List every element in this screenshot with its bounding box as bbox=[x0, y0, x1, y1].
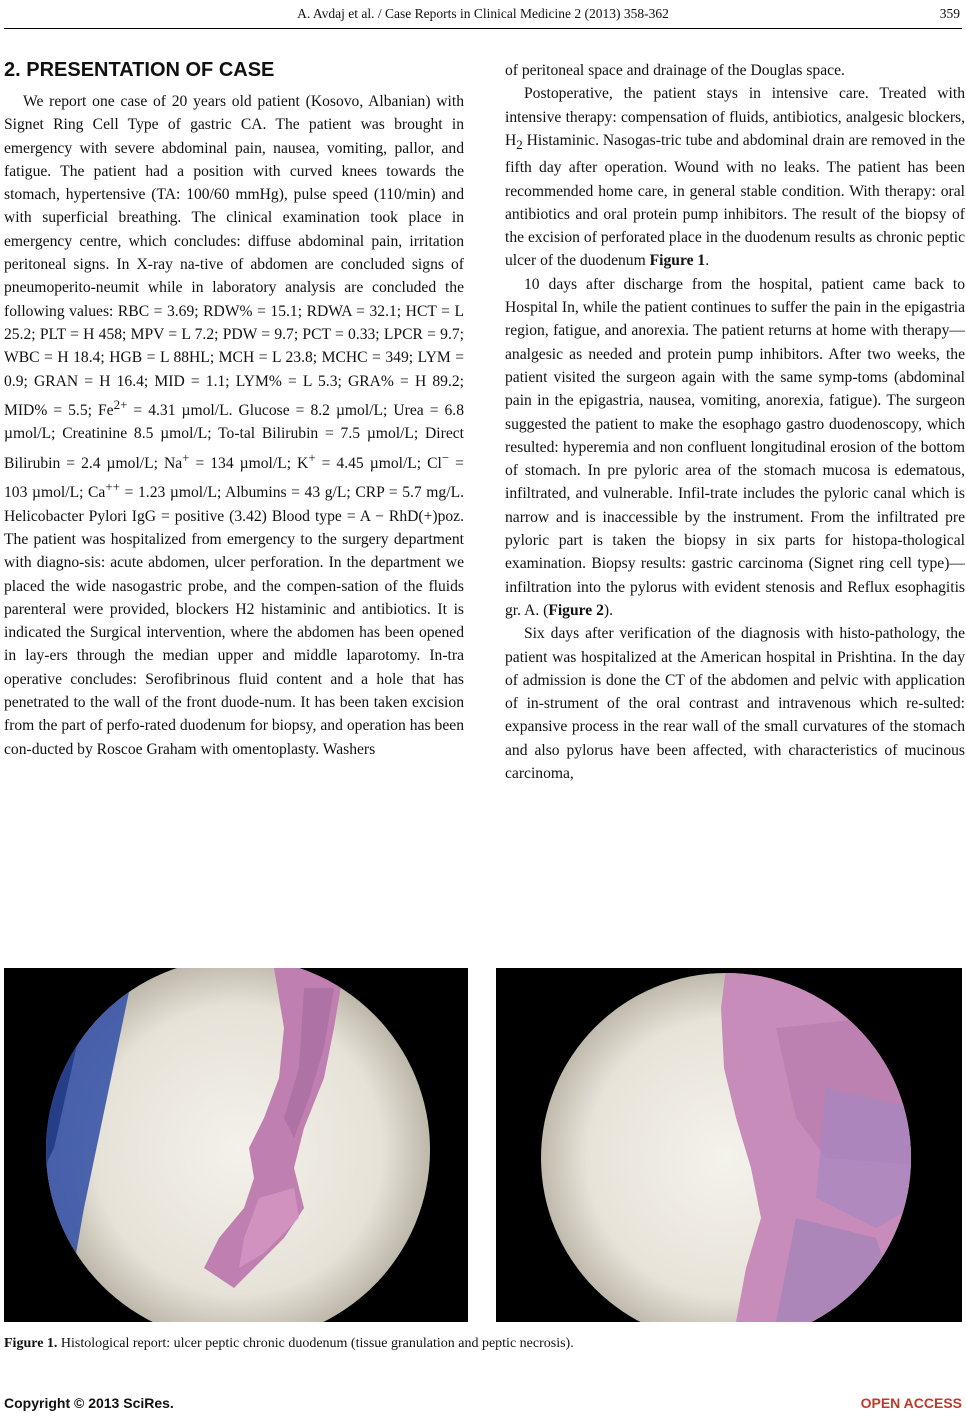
case-text-f: = 1.23 µmol/L; Albumins = 43 g/L; CRP = 5.7 mg/L. Helicobacter Pylori IgG = positive (3.42) Blood type = A − RhD(+)poz. The patient was hospitalized from emergency to the surgery department with diagno-sis: acute abdomen, ulcer perforation. In the department we placed the wide nasogastric probe, and the compen-sation of the fluids parenteral were provided, blockers H2 histaminic and antibiotics. It is indicated the Surgical intervention, where the abdomen has been opened in lay-ers through the median upper and middle laparotomy. In-tra operative concludes: Serofibrinous fluid content and a hole that has penetrated to the wall of the front duode-num. It has been taken excision from the part of perfo-rated duodenum for biopsy, and operation has been con-ducted by Roscoe Graham with omentoplasty. Washers bbox=[4, 484, 464, 758]
figure-caption bbox=[4, 1336, 962, 1352]
h2-subscript: 2 bbox=[516, 137, 523, 152]
case-text-e: = 103 µmol/L; Ca bbox=[4, 454, 464, 502]
caption-label: Figure 1. bbox=[4, 1336, 58, 1351]
postop-text-a: Postoperative, the patient stays in intensive care. Treated with intensive therapy: compensation of fluids, antibiotics, analgesic blockers, H bbox=[505, 85, 965, 149]
figure-1-reference: Figure 1 bbox=[649, 252, 706, 270]
figure-2-reference: Figure 2 bbox=[548, 601, 604, 619]
micrograph-right bbox=[496, 968, 962, 1322]
cl-superscript: − bbox=[441, 449, 450, 465]
running-title-text: A. Avdaj et al. / Case Reports in Clinical Medicine 2 (2013) 358-362 bbox=[297, 6, 669, 21]
case-paragraph-postoperative bbox=[505, 82, 965, 272]
ca-superscript: ++ bbox=[105, 479, 121, 495]
case-text-b: = 4.31 µmol/L. Glucose = 8.2 µmol/L; Urea = 6.8 µmol/L; Creatinine 8.5 µmol/L; To-tal Bilirubin = 7.5 µmol/L; Direct Bilirubin = 2.4 µmol/L; Na bbox=[4, 402, 464, 472]
case-paragraph-1 bbox=[4, 90, 464, 761]
case-paragraph-continued: of peritoneal space and drainage of the Douglas space. bbox=[505, 62, 845, 79]
micrograph-left bbox=[4, 968, 468, 1322]
open-access-badge: OPEN ACCESS bbox=[860, 1395, 962, 1411]
postop-text-end: . bbox=[705, 252, 710, 270]
caption-text: Histological report: ulcer peptic chronic duodenum (tissue granulation and peptic necrosis). bbox=[57, 1336, 574, 1351]
page-footer bbox=[4, 1393, 962, 1415]
postop-text-b: Histaminic. Nasogas-tric tube and abdominal drain are removed in the fifth day after operation. Wound with no leaks. The patient has been recommended home care, in general stable condition. With therapy: oral antibiotics and oral protein pump inhibitors. The result of the biopsy of the excision of perforated place in the duodenum results as chronic peptic ulcer of the duodenum bbox=[505, 131, 965, 270]
copyright-notice: Copyright © 2013 SciRes. bbox=[4, 1395, 174, 1411]
fe-superscript: 2+ bbox=[113, 396, 128, 412]
readmission-text: 10 days after discharge from the hospital, patient came back to Hospital In, while the patient continues to suffer the pain in the epigastria region, fatigue, and anorexia. The patient returns at home with therapy—analgesic as needed and protein pump inhibitors. After two weeks, the patient visited the surgeon again with the same symp-toms (abdominal pain in the epigastria, nausea, vomiting, anorexia, fatigue). The surgeon suggested the patient to make the esophago gastro duodenoscopy, which resulted: hyperemia and non confluent longitudinal erosion of the bottom of stomach. In pre pyloric area of the stomach mucosa is edematous, infiltrated, and vulnerable. Infil-trate includes the pyloric canal which is narrow and is inaccessible by the instrument. From the infiltrated pre pyloric part is taken the biopsy in six parts for histopa-thological examination. Biopsy results: gastric carcinoma (Signet ring cell type)—infiltration into the pylorus with evident stenosis and Reflux esophagitis gr. A. ( bbox=[505, 275, 965, 619]
page-number: 359 bbox=[939, 6, 960, 21]
case-text-a: We report one case of 20 years old patient (Kosovo, Albanian) with Signet Ring Cell Type of gastric CA. The patient was brought in emergency with severe abdominal pain, nausea, vomiting, pallor, and fatigue. The patient had a position with curved knees towards the stomach, hypertensive (TA: 100/60 mmHg), pulse speed (110/min) and with superficial breathing. The clinical examination took place in emergency centre, which concludes: diffuse abdominal pain, irritation peritoneal signs. In X-ray na-tive of abdomen are concluded signs of pneumoperito-neumit while in laboratory analysis are concluded the following values: RBC = 3.69; RDW% = 15.1; RDWA = 32.1; HCT = L 25.2; PLT = H 458; MPV = L 7.2; PDW = 9.7; PCT = 0.33; LPCR = 9.7; WBC = H 18.4; HGB = L 88HL; MCH = L 23.8; MCHC = 349; LYM = 0.9; GRAN = H 16.4; MID = 1.1; LYM% = L 5.3; GRA% = H 89.2; MID% = 5.5; Fe bbox=[4, 93, 464, 420]
header-rule bbox=[4, 28, 962, 29]
case-text-c: = 134 µmol/L; K bbox=[189, 454, 309, 472]
page-header bbox=[0, 4, 966, 26]
k-superscript: + bbox=[308, 449, 316, 465]
na-superscript: + bbox=[182, 449, 190, 465]
case-text-d: = 4.45 µmol/L; Cl bbox=[315, 454, 442, 472]
histology-image-left bbox=[4, 968, 468, 1322]
section-heading: 2. PRESENTATION OF CASE bbox=[4, 59, 275, 81]
case-paragraph-ct: Six days after verification of the diagnosis with histo-pathology, the patient was hospitalized at the American hospital in Prishtina. In the day of admission is done the CT of the abdomen and pelvic with application of in-strument of the oral contrast and intravenous which re-sulted: expansive process in the rear wall of the small curvatures of the stomach and also pylorus have been affected, with characteristics of mucinous carcinoma, bbox=[505, 625, 965, 783]
case-paragraph-readmission bbox=[505, 273, 965, 622]
right-column bbox=[505, 59, 965, 785]
running-title bbox=[0, 6, 966, 22]
left-column bbox=[4, 56, 464, 761]
histology-image-right bbox=[496, 968, 962, 1322]
readmission-text-end: ). bbox=[603, 601, 614, 619]
